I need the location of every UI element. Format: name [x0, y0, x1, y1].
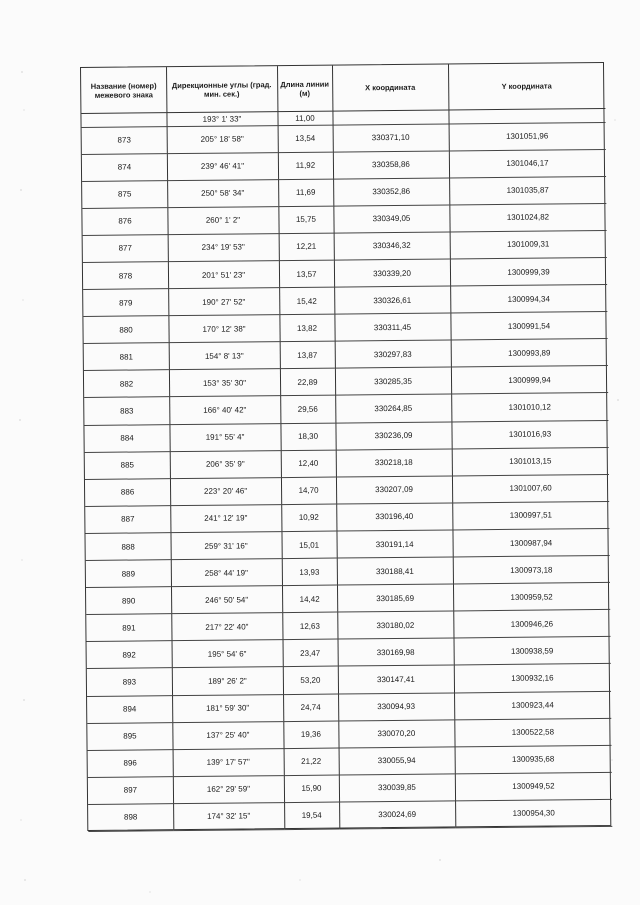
angle-cell-text: 195° 54' 6"	[207, 649, 247, 659]
x-coordinate-cell-text: 330297,83	[373, 349, 412, 360]
length-cell-text: 11,92	[295, 160, 316, 171]
y-coordinate-cell	[450, 231, 607, 260]
angle-cell-text: 189° 26' 2"	[207, 676, 247, 686]
length-cell-text: 13,82	[296, 323, 318, 333]
point-name-cell	[85, 506, 170, 534]
point-name-cell	[86, 560, 171, 588]
y-coordinate-cell	[451, 393, 608, 422]
point-name-cell-text: 886	[120, 487, 135, 497]
y-coordinate-cell	[452, 448, 609, 477]
y-coordinate-cell-text: 1301046,17	[506, 158, 549, 169]
y-coordinate-cell	[455, 800, 612, 829]
y-coordinate-cell-text: 1300935,68	[511, 754, 555, 765]
angle-cell	[173, 803, 284, 831]
length-cell-text: 15,75	[295, 215, 317, 225]
x-coordinate-cell	[336, 476, 452, 504]
angle-cell-text: 190° 27' 52"	[202, 297, 246, 307]
y-coordinate-cell-text: 1301007,60	[509, 483, 552, 494]
angle-cell	[169, 342, 280, 370]
length-cell	[278, 125, 333, 153]
angle-cell-text: 241° 12' 19"	[204, 513, 248, 524]
y-coordinate-cell	[450, 312, 607, 341]
x-coordinate-cell	[335, 341, 451, 369]
x-coordinate-cell	[334, 287, 450, 315]
angle-cell	[167, 153, 278, 181]
y-coordinate-cell-text: 1300997,51	[509, 510, 552, 521]
x-coordinate-cell-text: 330039,85	[377, 783, 416, 793]
point-name-cell	[82, 208, 167, 236]
angle-cell-text: 223° 20' 46"	[203, 486, 248, 497]
x-coordinate-cell-text: 330180,02	[376, 620, 415, 630]
angle-cell	[172, 640, 283, 668]
y-coordinate-cell-text: 1300949,52	[512, 781, 555, 792]
y-coordinate-cell	[454, 637, 611, 666]
length-cell-text: 11,00	[295, 113, 315, 123]
angle-cell	[169, 424, 280, 452]
y-coordinate-cell	[454, 719, 611, 748]
cells-line-length	[277, 112, 339, 828]
y-coordinate-cell	[449, 123, 606, 152]
length-cell	[283, 694, 338, 722]
x-coordinate-cell-text: 330285,35	[374, 376, 412, 387]
point-name-cell-text: 885	[120, 460, 135, 470]
x-coordinate-cell-text: 330196,40	[375, 512, 414, 522]
length-cell	[278, 152, 333, 180]
point-name-cell-text: 880	[119, 325, 133, 335]
x-coordinate-cell	[334, 259, 450, 287]
point-name-cell	[86, 614, 171, 642]
angle-cell	[168, 234, 279, 262]
x-coordinate-cell-text: 330311,45	[373, 322, 412, 332]
length-cell-text: 21,22	[301, 756, 322, 767]
coordinates-table	[80, 62, 611, 831]
point-name-cell	[84, 425, 169, 453]
length-cell	[280, 342, 335, 370]
x-coordinate-cell-text: 330349,05	[372, 214, 411, 224]
angle-cell-text: 154° 8' 13"	[204, 351, 244, 361]
point-name-cell	[88, 804, 173, 832]
point-name-cell	[82, 181, 167, 209]
length-cell-text: 11,69	[295, 188, 316, 198]
length-cell	[281, 532, 336, 560]
length-cell	[278, 206, 333, 234]
x-coordinate-cell	[338, 666, 454, 694]
angle-cell	[167, 180, 278, 208]
x-coordinate-cell-text: 330191,14	[375, 539, 414, 549]
y-coordinate-cell-text: 1301024,82	[506, 212, 550, 223]
y-coordinate-cell	[455, 746, 612, 775]
y-coordinate-cell-text: 1301051,96	[506, 131, 549, 142]
angle-cell-text: 174° 32' 15"	[207, 811, 251, 822]
length-cell	[279, 288, 334, 316]
angle-cell	[170, 451, 281, 479]
angle-cell	[173, 776, 284, 804]
y-coordinate-cell-text: 1300991,54	[507, 321, 551, 331]
y-coordinate-cell	[454, 664, 611, 693]
column-y-coordinate	[448, 63, 612, 826]
point-name-cell-text: 891	[122, 623, 136, 633]
y-coordinate-cell	[450, 258, 607, 287]
y-coordinate-cell-text: 1300973,18	[510, 565, 553, 575]
x-coordinate-cell-text: 330358,86	[371, 160, 410, 170]
x-coordinate-cell	[338, 639, 454, 667]
length-cell	[279, 315, 334, 343]
point-name-cell-text: 895	[123, 731, 137, 741]
point-name-cell-text: 887	[121, 514, 135, 525]
length-cell	[282, 559, 337, 587]
cells-x-coordinate	[332, 110, 455, 827]
x-coordinate-cell	[333, 205, 449, 233]
length-cell-text: 12,63	[299, 621, 320, 631]
point-name-cell-text: 884	[120, 433, 134, 443]
length-cell	[283, 640, 338, 668]
point-name-cell	[86, 587, 171, 615]
angle-cell-text: 181° 59' 30"	[206, 703, 250, 713]
length-cell	[282, 586, 337, 614]
x-coordinate-cell	[337, 612, 453, 640]
point-name-cell-text: 890	[121, 596, 136, 606]
x-coordinate-cell-text: 330207,09	[375, 485, 414, 495]
y-coordinate-cell-text: 1300994,34	[507, 294, 550, 304]
length-cell-text: 15,01	[299, 540, 320, 550]
point-name-cell	[84, 371, 169, 399]
y-coordinate-cell-text: 1300999,39	[507, 267, 550, 277]
header-y-coordinate: Y координата	[448, 63, 605, 111]
angle-cell-text: 193° 1' 33"	[202, 114, 242, 124]
x-coordinate-cell	[335, 422, 451, 450]
angle-cell	[172, 668, 283, 696]
header-directional-angle: Дирекционные углы (град. мин. сек.)	[166, 66, 277, 113]
column-directional-angle	[166, 66, 285, 829]
header-point-name: Название (номер) межевого знака	[81, 67, 166, 114]
x-coordinate-cell	[339, 801, 455, 829]
angle-cell	[169, 369, 280, 397]
length-cell-text: 12,21	[296, 242, 317, 252]
point-name-cell-text: 898	[123, 812, 138, 823]
x-coordinate-cell-text: 330236,09	[374, 430, 413, 441]
length-cell	[281, 504, 336, 532]
y-coordinate-cell	[452, 502, 609, 531]
angle-cell-text: 166° 40' 42"	[203, 405, 247, 415]
point-name-cell-text: 879	[119, 298, 133, 308]
point-name-cell-text: 875	[117, 189, 132, 199]
point-name-cell-text: 888	[121, 541, 135, 552]
column-x-coordinate	[332, 64, 456, 827]
x-coordinate-cell-text: 330339,20	[373, 268, 411, 278]
length-cell-text: 13,87	[297, 350, 318, 360]
length-cell	[280, 369, 335, 397]
angle-cell	[171, 586, 282, 614]
angle-cell-text: 201° 51' 23"	[201, 269, 246, 280]
point-name-cell	[82, 127, 167, 155]
point-name-cell-text: 893	[122, 677, 137, 687]
length-cell-text: 22,89	[297, 377, 318, 387]
y-coordinate-cell-text: 1300938,59	[510, 646, 554, 656]
point-name-cell	[85, 452, 170, 480]
x-coordinate-cell	[333, 178, 449, 206]
header-line-length: Длина линии (м)	[277, 66, 332, 113]
length-cell-text: 24,74	[300, 702, 321, 712]
column-line-length	[277, 66, 340, 829]
x-coordinate-cell	[339, 747, 455, 775]
angle-cell-text: 250° 58' 34"	[201, 188, 245, 199]
angle-cell	[172, 722, 283, 750]
length-cell-text: 19,54	[301, 811, 322, 821]
y-coordinate-cell	[450, 285, 607, 314]
angle-cell-text: 205° 18' 58"	[200, 134, 244, 144]
angle-cell-text: 246° 50' 54"	[205, 595, 249, 605]
y-coordinate-cell	[451, 421, 608, 450]
y-coordinate-cell-text: 1301009,31	[507, 239, 550, 250]
x-coordinate-cell-text: 330352,86	[372, 187, 411, 197]
y-coordinate-cell	[449, 150, 606, 179]
point-name-cell	[87, 723, 172, 751]
angle-cell-text: 239° 46' 41"	[200, 161, 245, 172]
x-coordinate-cell	[335, 368, 451, 396]
x-coordinate-cell-text: 330346,32	[372, 241, 411, 251]
angle-cell	[168, 288, 279, 316]
length-cell-text: 15,42	[296, 296, 317, 306]
x-coordinate-cell-text: 330218,18	[374, 458, 413, 468]
x-coordinate-cell-text: 330185,69	[376, 593, 415, 603]
point-name-cell	[83, 289, 168, 317]
y-coordinate-cell	[449, 204, 606, 233]
length-cell	[280, 423, 335, 451]
length-cell-text: 14,70	[298, 486, 319, 496]
length-cell	[280, 396, 335, 424]
x-coordinate-cell	[339, 774, 455, 802]
cells-point-name	[81, 113, 173, 830]
point-name-cell-text: 882	[119, 379, 134, 389]
x-coordinate-cell	[336, 449, 452, 477]
length-cell	[284, 802, 339, 830]
point-name-cell-text: 878	[118, 271, 133, 281]
angle-cell	[171, 559, 282, 587]
length-cell	[282, 613, 337, 641]
y-coordinate-cell-text: 1301016,93	[508, 429, 552, 440]
x-coordinate-cell	[336, 503, 452, 531]
angle-cell	[166, 112, 277, 127]
length-cell	[281, 477, 336, 505]
length-cell-text: 18,30	[297, 431, 319, 442]
point-name-cell	[84, 343, 169, 371]
length-cell-text: 29,56	[297, 404, 318, 414]
length-cell	[277, 112, 332, 126]
length-cell-text: 13,57	[296, 269, 317, 279]
x-coordinate-cell	[333, 124, 449, 152]
point-name-cell-text: 892	[122, 650, 136, 660]
angle-cell	[170, 532, 281, 560]
angle-cell	[170, 478, 281, 506]
x-cell-empty	[332, 110, 448, 125]
point-name-cell-text: 877	[118, 243, 132, 254]
x-coordinate-cell-text: 330070,20	[377, 728, 416, 739]
y-coordinate-cell	[453, 583, 610, 612]
length-cell-text: 10,92	[298, 513, 319, 523]
x-coordinate-cell-text: 330169,98	[376, 647, 415, 658]
point-name-cell	[83, 316, 168, 344]
angle-cell	[172, 695, 283, 723]
x-coordinate-cell-text: 330055,94	[377, 756, 416, 766]
x-coordinate-cell-text: 330024,69	[378, 810, 417, 820]
length-cell-text: 19,36	[300, 729, 321, 740]
x-coordinate-cell-text: 330094,93	[377, 701, 416, 712]
x-coordinate-cell-text: 330188,41	[375, 566, 414, 576]
point-name-cell-text: 881	[119, 352, 133, 362]
header-x-coordinate: X координата	[332, 64, 448, 111]
point-name-cell	[85, 533, 170, 561]
length-cell	[278, 179, 333, 207]
y-coordinate-cell-text: 1300946,26	[510, 619, 554, 629]
y-coordinate-cell-text: 1301035,87	[506, 185, 549, 196]
point-name-cell	[83, 262, 168, 290]
y-coordinate-cell	[453, 556, 610, 585]
name-cell-empty	[81, 113, 166, 127]
angle-cell-text: 139° 17' 57"	[206, 757, 250, 768]
angle-cell-text: 234° 19' 53"	[201, 242, 245, 253]
x-coordinate-cell	[334, 314, 450, 342]
cells-directional-angle	[166, 112, 284, 829]
point-name-cell-text: 889	[121, 569, 136, 579]
y-coordinate-cell-text: 1300522,58	[511, 727, 555, 738]
angle-cell-text: 259° 31' 16"	[204, 540, 248, 551]
cells-y-coordinate	[448, 109, 612, 826]
angle-cell-text: 162° 29' 59"	[206, 784, 251, 795]
angle-cell-text: 217° 22' 40"	[205, 622, 249, 632]
point-name-cell-text: 897	[123, 785, 138, 795]
y-coordinate-cell	[452, 475, 609, 504]
x-coordinate-cell	[338, 693, 454, 721]
length-cell-text: 15,90	[301, 784, 322, 794]
y-coordinate-cell	[451, 339, 608, 368]
y-coordinate-cell	[455, 773, 612, 802]
angle-cell-text: 260° 1' 2"	[205, 215, 241, 226]
length-cell	[283, 721, 338, 749]
y-coordinate-cell-text: 1300954,30	[512, 808, 555, 819]
x-coordinate-cell	[337, 557, 453, 585]
x-coordinate-cell	[335, 395, 451, 423]
angle-cell	[167, 207, 278, 235]
angle-cell-text: 170° 12' 38"	[202, 324, 246, 334]
angle-cell	[173, 749, 284, 777]
point-name-cell-text: 894	[122, 704, 137, 714]
angle-cell	[168, 315, 279, 343]
y-coordinate-cell	[452, 529, 609, 558]
length-cell-text: 53,20	[300, 675, 321, 685]
point-name-cell	[82, 154, 167, 182]
x-coordinate-cell	[333, 151, 449, 179]
angle-cell-text: 206° 35' 9"	[205, 459, 245, 470]
length-cell	[284, 775, 339, 803]
angle-cell-text: 137° 25' 40"	[206, 730, 250, 740]
point-name-cell	[87, 669, 172, 697]
angle-cell-text: 191° 55' 4"	[205, 432, 245, 442]
angle-cell	[168, 261, 279, 289]
point-name-cell	[87, 641, 172, 669]
y-coordinate-cell-text: 1300999,94	[508, 375, 551, 385]
y-coordinate-cell-text: 1301010,12	[508, 402, 551, 412]
point-name-cell	[88, 750, 173, 778]
angle-cell-text: 258° 44' 19"	[204, 568, 248, 578]
point-name-cell-text: 876	[118, 216, 132, 227]
point-name-cell-text: 896	[123, 758, 137, 768]
y-coordinate-cell-text: 1300993,89	[508, 348, 551, 358]
y-coordinate-cell-text: 1300923,44	[511, 700, 554, 710]
point-name-cell-text: 873	[117, 135, 131, 145]
angle-cell	[171, 613, 282, 641]
y-coordinate-cell-text: 1301013,15	[509, 456, 552, 467]
length-cell	[284, 748, 339, 776]
length-cell-text: 12,40	[298, 458, 319, 469]
point-name-cell-text: 874	[117, 162, 132, 172]
length-cell-text: 23,47	[300, 648, 321, 658]
length-cell-text: 13,54	[295, 133, 316, 144]
angle-cell-text: 153° 35' 30"	[202, 378, 247, 388]
y-coordinate-cell-text: 1300932,16	[511, 673, 554, 683]
length-cell	[283, 667, 338, 695]
point-name-cell-text: 883	[120, 406, 134, 416]
point-name-cell	[88, 777, 173, 805]
y-coordinate-cell	[453, 610, 610, 639]
length-cell-text: 13,93	[299, 567, 320, 577]
y-coordinate-cell-text: 1300959,52	[510, 592, 553, 602]
length-cell	[279, 261, 334, 289]
x-coordinate-cell-text: 330326,61	[373, 295, 412, 305]
x-coordinate-cell-text: 330371,10	[371, 132, 410, 143]
angle-cell	[169, 397, 280, 425]
y-coordinate-cell	[451, 366, 608, 395]
point-name-cell	[84, 398, 169, 426]
x-coordinate-cell-text: 330147,41	[376, 674, 415, 685]
y-coordinate-cell	[454, 691, 611, 720]
x-coordinate-cell	[338, 720, 454, 748]
y-coordinate-cell	[449, 177, 606, 206]
length-cell	[281, 450, 336, 478]
point-name-cell	[85, 479, 170, 507]
x-coordinate-cell	[336, 530, 452, 558]
column-point-name	[81, 67, 174, 830]
point-name-cell	[83, 235, 168, 263]
x-coordinate-cell	[334, 232, 450, 260]
y-coordinate-cell-text: 1300987,94	[509, 537, 553, 548]
point-name-cell	[87, 696, 172, 724]
angle-cell	[167, 126, 278, 154]
length-cell	[279, 233, 334, 261]
angle-cell	[170, 505, 281, 533]
length-cell-text: 14,42	[299, 594, 320, 604]
x-coordinate-cell	[337, 585, 453, 613]
x-coordinate-cell-text: 330264,85	[374, 403, 413, 414]
